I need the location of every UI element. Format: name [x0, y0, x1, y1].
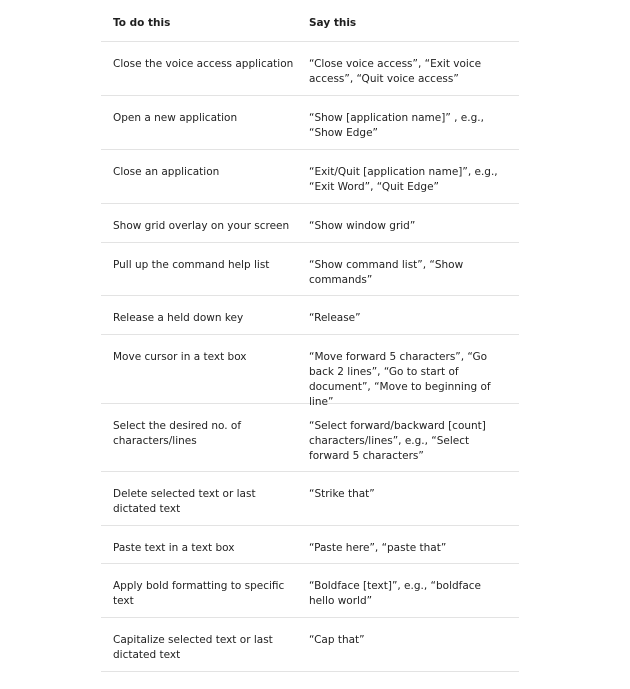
action-cell: Capitalize selected text or last dictated text [113, 634, 273, 661]
command-cell: “Show [application name]” , e.g., “Show Edge” [309, 112, 484, 139]
command-cell: “Select forward/backward [count] characters/lines”, e.g., “Select forward 5 characters” [309, 420, 486, 462]
command-cell: “Show window grid” [309, 220, 416, 232]
action-cell: Pull up the command help list [113, 259, 270, 271]
table-row [101, 472, 519, 526]
table-header-row [101, 0, 519, 42]
action-cell: Release a held down key [113, 312, 244, 324]
table-row [101, 526, 519, 564]
command-cell: “Cap that” [309, 634, 365, 646]
action-cell: Apply bold formatting to specific text [113, 580, 285, 607]
action-cell: Close the voice access application [113, 58, 294, 70]
table-row [101, 204, 519, 243]
table-row [101, 96, 519, 150]
command-cell: “Move forward 5 characters”, “Go back 2 lines”, “Go to start of document”, “Move to beginning of line” [309, 351, 491, 408]
header-say-this: Say this [309, 17, 357, 29]
action-cell: Close an application [113, 166, 220, 178]
table-row [101, 243, 519, 296]
command-cell: “Boldface [text]”, e.g., “boldface hello world” [309, 580, 482, 607]
command-cell: “Paste here”, “paste that” [309, 542, 447, 554]
action-cell: Select the desired no. of characters/lines [113, 420, 242, 447]
command-cell: “Exit/Quit [application name]”, e.g., “Exit Word”, “Quit Edge” [309, 166, 498, 193]
voice-commands-table [101, 0, 519, 672]
table-row [101, 404, 519, 472]
header-to-do-this: To do this [113, 17, 171, 29]
action-cell: Paste text in a text box [113, 542, 235, 554]
command-cell: “Strike that” [309, 488, 375, 500]
table-row [101, 335, 519, 408]
table-row [101, 618, 519, 672]
table-row [101, 296, 519, 335]
table-row [101, 150, 519, 204]
action-cell: Show grid overlay on your screen [113, 220, 290, 232]
action-cell: Move cursor in a text box [113, 351, 247, 363]
action-cell: Open a new application [113, 112, 238, 124]
command-cell: “Close voice access”, “Exit voice access”, “Quit voice access” [309, 58, 482, 85]
command-cell: “Show command list”, “Show commands” [309, 259, 464, 286]
action-cell: Delete selected text or last dictated text [113, 488, 256, 515]
command-cell: “Release” [309, 312, 361, 324]
table-row [101, 42, 519, 96]
table-row [101, 564, 519, 618]
